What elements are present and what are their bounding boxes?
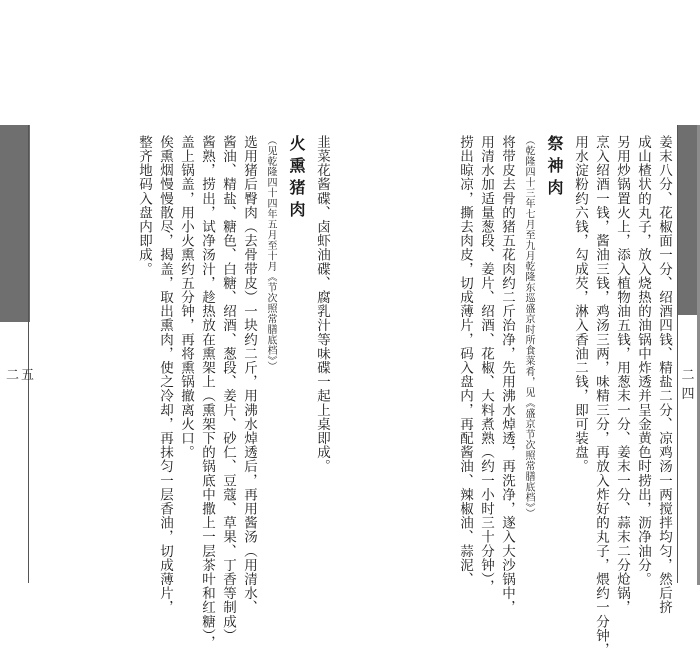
text-column: 韭菜花酱碟、卤虾油碟、腐乳汁等味碟一起上桌即成。 [314,135,330,474]
recipe-title-jishen-rou: 祭神肉 [545,135,564,201]
text-column: 整齐地码入盘内即成。 [136,135,152,276]
text-column: 用清水加适量葱段、姜片、绍酒、花椒、大料煮熟（约一小时三十分钟）， [478,135,494,594]
recipe-title-huoxun-zhurou: 火熏猪肉 [287,135,306,223]
text-column: 用水淀粉约六钱，勾成芡，淋入香油二钱，即可装盘。 [572,135,588,474]
text-column: 将带皮去骨的猪五花肉约二斤治净，先用沸水焯透，再洗净，遂入大沙锅中， [499,135,515,615]
text-column: 烹入绍酒一钱，酱油三钱，鸡汤三两，味精三分，再放入炸好的丸子，煨约一分钟， [593,135,609,657]
recipe-source-note: （见乾隆四十四年五月至十月《节次照常膳底档》） [265,135,276,372]
right-page-number: 二四 [681,368,697,402]
left-page-number: 二五 [6,368,37,383]
text-column: 姜末八分、花椒面一分、绍酒四钱、精盐二分、凉鸡汤一两搅拌均匀，然后挤 [656,135,672,615]
text-column: 俟熏烟慢慢散尽，揭盖，取出熏肉，使之冷却，再抹匀一层香油，切成薄片， [157,135,173,615]
recipe-source-note: （乾隆四十三年七月至九月乾隆东巡盛京时所食菜肴，见《盛京节次照常膳底档》） [523,135,534,519]
text-column: 捞出晾凉，撕去肉皮，切成薄片，码入盘内，再配酱油、辣椒油、蒜泥、 [457,135,473,587]
text-column: 酱油、精盐、糖色、白糖、绍酒、葱段、姜片、砂仁、豆蔻、草果、丁香等制成） [220,135,236,643]
text-column: 选用猪后臀肉（去骨带皮）一块约二斤，用沸水焯透后，再用酱汤（用清水、 [241,135,257,615]
text-column: 另用炒锅置火上，添入植物油五钱，用葱末一分、姜末一分、蒜末二分炝锅， [614,135,630,615]
left-margin-bar [0,125,30,322]
left-margin-rule [28,125,29,583]
right-margin-rule [677,125,678,583]
book-gutter [352,0,395,600]
text-column: 成山楂状的丸子，放入烧热的油锅中炸透并呈金黄色时捞出，沥净油分。 [635,135,651,587]
left-page-text [60,135,332,650]
text-column: 盖上锅盖，用小火熏约五分钟，再将熏锅撤离火口。 [178,135,194,460]
right-page-text [412,135,674,657]
text-column: 酱熟，捞出，试净汤汁，趁热放在熏架上（熏架下的锅底中撒上一层茶叶和红糖）， [199,135,215,650]
